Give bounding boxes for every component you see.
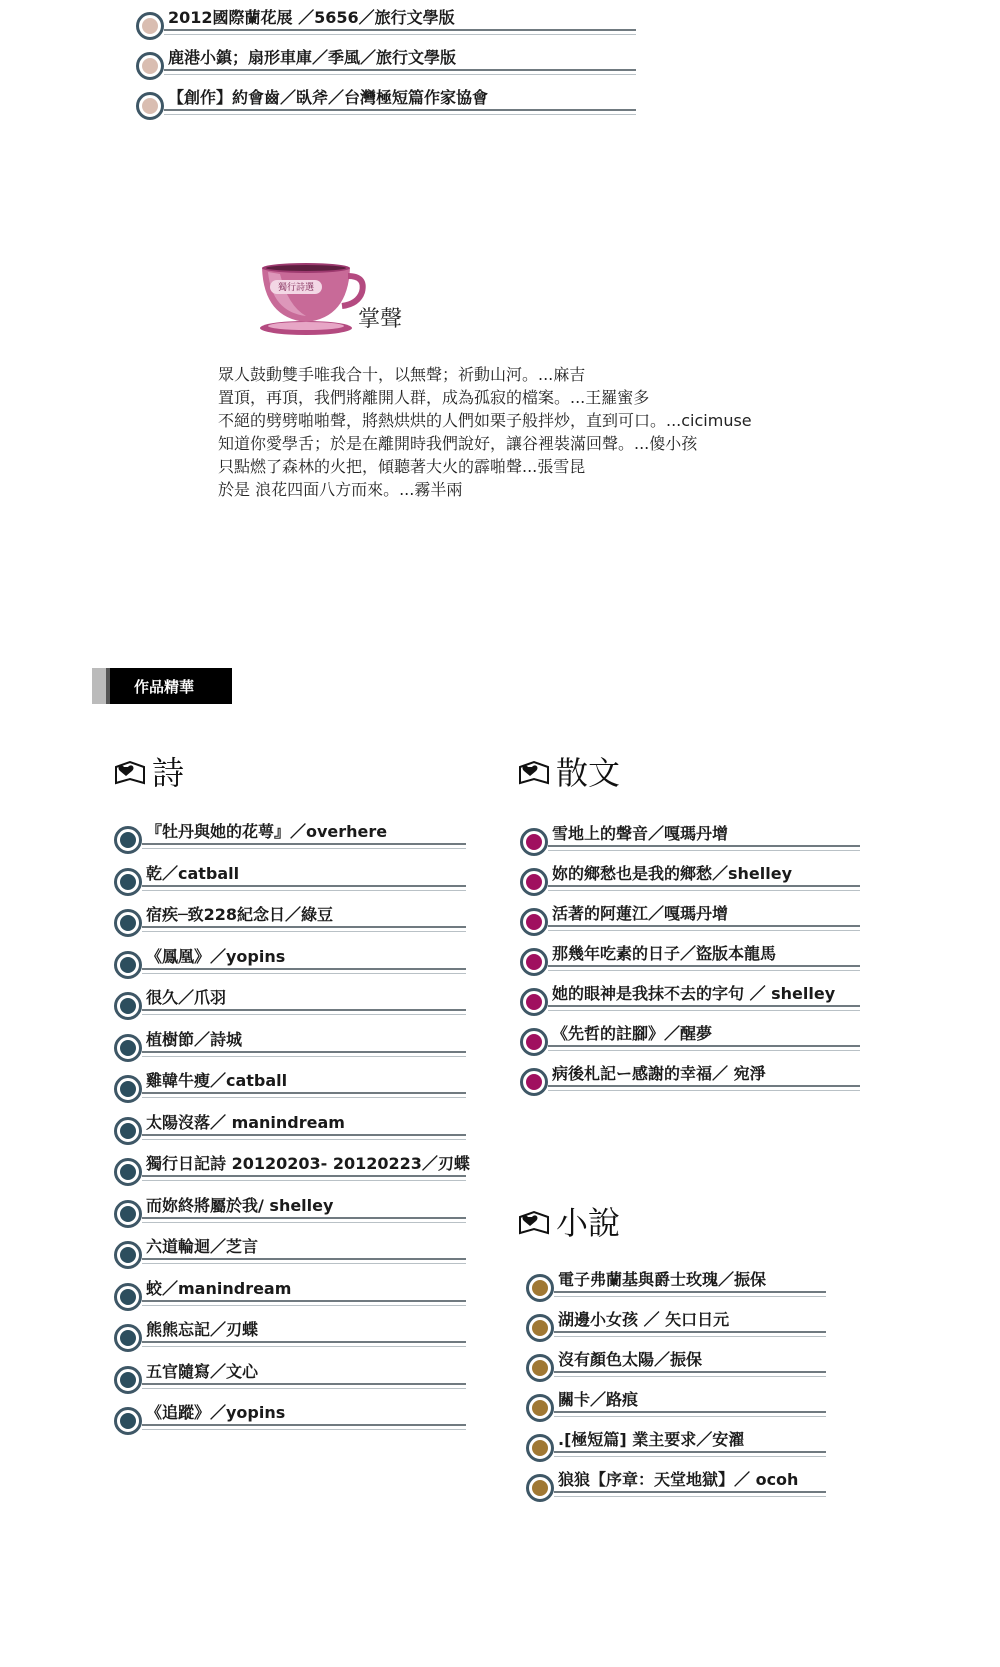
bullet-dot [120,915,136,931]
poetry-item[interactable] [114,905,466,939]
poetry-item-label[interactable]: 蛟／manindream [146,1278,292,1298]
prose-item-label[interactable]: 她的眼神是我抹不去的字句 ／ shelley [552,984,836,1003]
underline-rule [548,885,860,887]
poetry-item-label[interactable]: 六道輪迴／芝言 [146,1237,259,1256]
underline-rule-light [548,1050,860,1051]
bullet-icon [520,1068,548,1096]
bullet-dot [120,1289,136,1305]
novel-item-label[interactable]: 沒有顏色太陽／振保 [558,1350,703,1369]
poetry-item-label[interactable]: 乾／catball [146,863,240,883]
underline-rule [142,1300,466,1302]
underline-rule [142,926,466,928]
banner-stripe-dark [106,668,110,704]
underline-rule [554,1451,826,1453]
bullet-icon [520,988,548,1016]
novel-item-label[interactable]: 狼狼【序章：天堂地獄】／ ocoh [558,1470,799,1489]
bullet-icon [114,1324,142,1352]
bullet-dot [142,58,158,74]
applause-cup [258,262,368,336]
prose-title: 散文 [556,754,621,792]
underline-rule-light [548,930,860,931]
underline-rule [142,843,466,845]
top-link-item-label[interactable]: 2012國際蘭花展 ／5656／旅行文學版 [168,8,455,27]
underline-rule-light [554,1296,826,1297]
underline-rule [554,1491,826,1493]
bullet-icon [520,828,548,856]
poetry-item-label[interactable]: 太陽沒落／ manindream [146,1112,345,1132]
banner-label: 作品精華 [134,678,195,696]
novel-item[interactable] [526,1430,826,1464]
underline-rule-light [142,848,466,849]
novel-item-label[interactable]: 關卡／路痕 [558,1390,639,1409]
bullet-dot [532,1280,548,1296]
underline-rule-light [164,74,636,75]
works-banner [92,668,232,704]
top-link-item[interactable] [136,88,636,122]
underline-rule-light [142,1305,466,1306]
underline-rule-light [554,1336,826,1337]
bullet-icon [114,868,142,896]
top-link-item-label[interactable]: 鹿港小鎮；扇形車庫／季風／旅行文學版 [168,48,457,67]
underline-rule-light [142,1346,466,1347]
bullet-icon [114,1283,142,1311]
underline-rule [554,1371,826,1373]
prose-item[interactable] [520,1024,860,1058]
bullet-icon [114,1117,142,1145]
bullet-dot [120,1247,136,1263]
underline-rule-light [548,1090,860,1091]
underline-rule-light [548,890,860,891]
top-link-item-label[interactable]: 【創作】約會齒／臥斧／台灣極短篇作家協會 [168,88,489,107]
bullet-dot [120,957,136,973]
poetry-item[interactable] [114,1030,466,1064]
bullet-dot [120,1123,136,1139]
poetry-item-label[interactable]: 很久／爪羽 [146,988,227,1007]
underline-rule [548,1045,860,1047]
underline-rule [164,109,636,111]
bullet-icon [136,92,164,120]
applause-line: 眾人鼓動雙手唯我合十，以無聲；祈動山河。...麻吉 [218,365,586,384]
bullet-icon [114,1034,142,1062]
underline-rule [554,1411,826,1413]
prose-item[interactable] [520,904,860,938]
poetry-item[interactable] [114,1154,470,1188]
underline-rule [554,1291,826,1293]
bullet-icon [114,992,142,1020]
underline-rule [142,968,466,970]
underline-rule [548,965,860,967]
poetry-item-label[interactable]: 而妳終將屬於我/ shelley [146,1195,334,1215]
underline-rule [142,1424,466,1426]
bullet-dot [532,1440,548,1456]
poetry-title: 詩 [152,754,185,792]
underline-rule [142,1217,466,1219]
bullet-icon [526,1474,554,1502]
underline-rule [548,845,860,847]
underline-rule [164,29,636,31]
poetry-item-label[interactable]: 『牡丹與她的花萼』／overhere [146,822,388,841]
top-link-item[interactable] [136,8,636,42]
underline-rule-light [554,1456,826,1457]
applause-line: 知道你愛學舌；於是在離開時我們說好，讓谷裡裝滿回聲。...傻小孩 [218,434,698,453]
underline-rule-light [548,850,860,851]
bullet-icon [520,1028,548,1056]
novel-item[interactable] [526,1390,826,1424]
underline-rule-light [142,1139,466,1140]
poetry-item-label[interactable]: 宿疾─致228紀念日／綠豆 [146,905,334,924]
poetry-item-label[interactable]: 獨行日記詩 20120203- 20120223／刃蝶 [146,1154,470,1173]
underline-rule-light [554,1496,826,1497]
poetry-item[interactable] [114,1237,466,1271]
underline-rule-light [142,1429,466,1430]
poetry-item[interactable] [114,1196,466,1230]
underline-rule [142,1258,466,1260]
prose-item[interactable] [520,864,860,898]
bullet-icon [114,1200,142,1228]
bullet-dot [532,1360,548,1376]
novel-item[interactable] [526,1350,826,1384]
underline-rule-light [164,34,636,35]
underline-rule [142,1009,466,1011]
prose-heading [518,756,620,790]
bullet-dot [526,834,542,850]
bullet-dot [526,1074,542,1090]
bullet-icon [136,12,164,40]
bullet-dot [120,1164,136,1180]
poetry-item[interactable] [114,1320,466,1354]
bullet-dot [142,98,158,114]
underline-rule-light [142,1097,466,1098]
bullet-icon [114,1366,142,1394]
heart-book-icon [518,1209,550,1237]
underline-rule-light [142,1014,466,1015]
bullet-dot [120,874,136,890]
underline-rule [142,1134,466,1136]
poetry-item[interactable] [114,947,466,981]
applause-line: 置頂，再頂，我們將離開人群，成為孤寂的檔案。...王羅蜜多 [218,388,650,407]
bullet-dot [120,1040,136,1056]
bullet-dot [120,1206,136,1222]
bullet-icon [114,1075,142,1103]
poetry-item-label[interactable]: 《鳳凰》／yopins [146,946,286,966]
bullet-icon [520,908,548,936]
bullet-dot [532,1320,548,1336]
underline-rule [548,925,860,927]
bullet-icon [114,1241,142,1269]
underline-rule-light [554,1376,826,1377]
prose-item-label[interactable]: 那幾年吃素的日子／盜版本龍馬 [552,944,777,963]
prose-item[interactable] [520,944,860,978]
applause-title: 掌聲 [358,307,403,332]
novel-item-label[interactable]: 電子弗蘭基與爵士玫瑰／振保 [558,1270,767,1289]
banner-stripe [92,668,106,704]
bullet-dot [526,954,542,970]
underline-rule-light [142,890,466,891]
underline-rule [548,1085,860,1087]
bullet-icon [526,1314,554,1342]
applause-line: 於是 浪花四面八方而來。...霧半兩 [218,480,463,499]
underline-rule-light [548,1010,860,1011]
poetry-item-label[interactable]: 五官隨寫／文心 [146,1361,259,1381]
novel-item-label[interactable]: .[極短篇] 業主要求／安濯 [558,1430,745,1449]
poetry-item-label[interactable]: 雞韓牛瘦／catball [146,1071,288,1090]
bullet-dot [120,1413,136,1429]
underline-rule-light [142,1180,466,1181]
bullet-dot [532,1480,548,1496]
bullet-icon [136,52,164,80]
bullet-dot [526,994,542,1010]
novel-heading [518,1206,620,1240]
bullet-icon [114,951,142,979]
bullet-icon [114,826,142,854]
prose-item-label[interactable]: 《先哲的註腳》／醒夢 [552,1024,713,1043]
prose-item[interactable] [520,1064,860,1098]
poetry-item-label[interactable]: 植樹節／詩城 [146,1029,243,1049]
bullet-icon [520,948,548,976]
underline-rule-light [142,931,466,932]
underline-rule [554,1331,826,1333]
cup-label: 獨行詩選 [277,283,314,293]
novel-title: 小說 [556,1204,621,1242]
bullet-icon [526,1274,554,1302]
poetry-item[interactable] [114,822,466,856]
underline-rule [142,1383,466,1385]
top-link-item[interactable] [136,48,636,82]
bullet-dot [120,1081,136,1097]
bullet-icon [526,1394,554,1422]
poetry-heading [114,756,184,790]
underline-rule [142,1092,466,1094]
bullet-dot [526,874,542,890]
bullet-icon [526,1354,554,1382]
poetry-item[interactable] [114,1279,466,1313]
poetry-item[interactable] [114,1362,466,1396]
poetry-item[interactable] [114,1113,466,1147]
underline-rule [164,69,636,71]
applause-line: 不絕的劈劈啪啪聲，將熱烘烘的人們如栗子般拌炒，直到可口。...cicimuse [218,411,752,430]
bullet-icon [520,868,548,896]
underline-rule-light [142,1388,466,1389]
prose-item-label[interactable]: 妳的鄉愁也是我的鄉愁／shelley [552,864,793,883]
bullet-icon [114,1158,142,1186]
prose-item[interactable] [520,824,860,858]
prose-item-label[interactable]: 活著的阿蓮江／嘎瑪丹增 [552,904,729,923]
poetry-item[interactable] [114,864,466,898]
bullet-icon [114,909,142,937]
poetry-item[interactable] [114,1403,466,1437]
poetry-item[interactable] [114,988,466,1022]
bullet-icon [526,1434,554,1462]
prose-item-label[interactable]: 雪地上的聲音／嘎瑪丹增 [552,824,729,843]
underline-rule [142,1051,466,1053]
novel-item[interactable] [526,1270,826,1304]
prose-item-label[interactable]: 病後札記ー感謝的幸福／ 宛淨 [552,1064,766,1083]
underline-rule-light [548,970,860,971]
underline-rule [142,1341,466,1343]
underline-rule-light [142,1263,466,1264]
poetry-item[interactable] [114,1071,466,1105]
novel-item[interactable] [526,1310,826,1344]
novel-item[interactable] [526,1470,826,1504]
underline-rule-light [142,973,466,974]
underline-rule-light [142,1222,466,1223]
underline-rule-light [164,114,636,115]
novel-item-label[interactable]: 湖邊小女孩 ／ 矢口日元 [558,1310,730,1329]
teacup-icon [258,262,368,336]
underline-rule-light [554,1416,826,1417]
bullet-dot [120,1330,136,1346]
poetry-item-label[interactable]: 熊熊忘記／刃蝶 [146,1320,259,1339]
bullet-icon [114,1407,142,1435]
poetry-item-label[interactable]: 《追蹤》／yopins [146,1403,286,1422]
underline-rule [142,1175,466,1177]
applause-line: 只點燃了森林的火把，傾聽著大火的霹啪聲...張雪昆 [218,457,586,476]
bullet-dot [526,914,542,930]
bullet-dot [120,1372,136,1388]
underline-rule-light [142,1056,466,1057]
bullet-dot [526,1034,542,1050]
prose-item[interactable] [520,984,860,1018]
bullet-dot [120,998,136,1014]
heart-book-icon [518,759,550,787]
bullet-dot [120,832,136,848]
bullet-dot [532,1400,548,1416]
heart-book-icon [114,759,146,787]
bullet-dot [142,18,158,34]
underline-rule [142,885,466,887]
underline-rule [548,1005,860,1007]
